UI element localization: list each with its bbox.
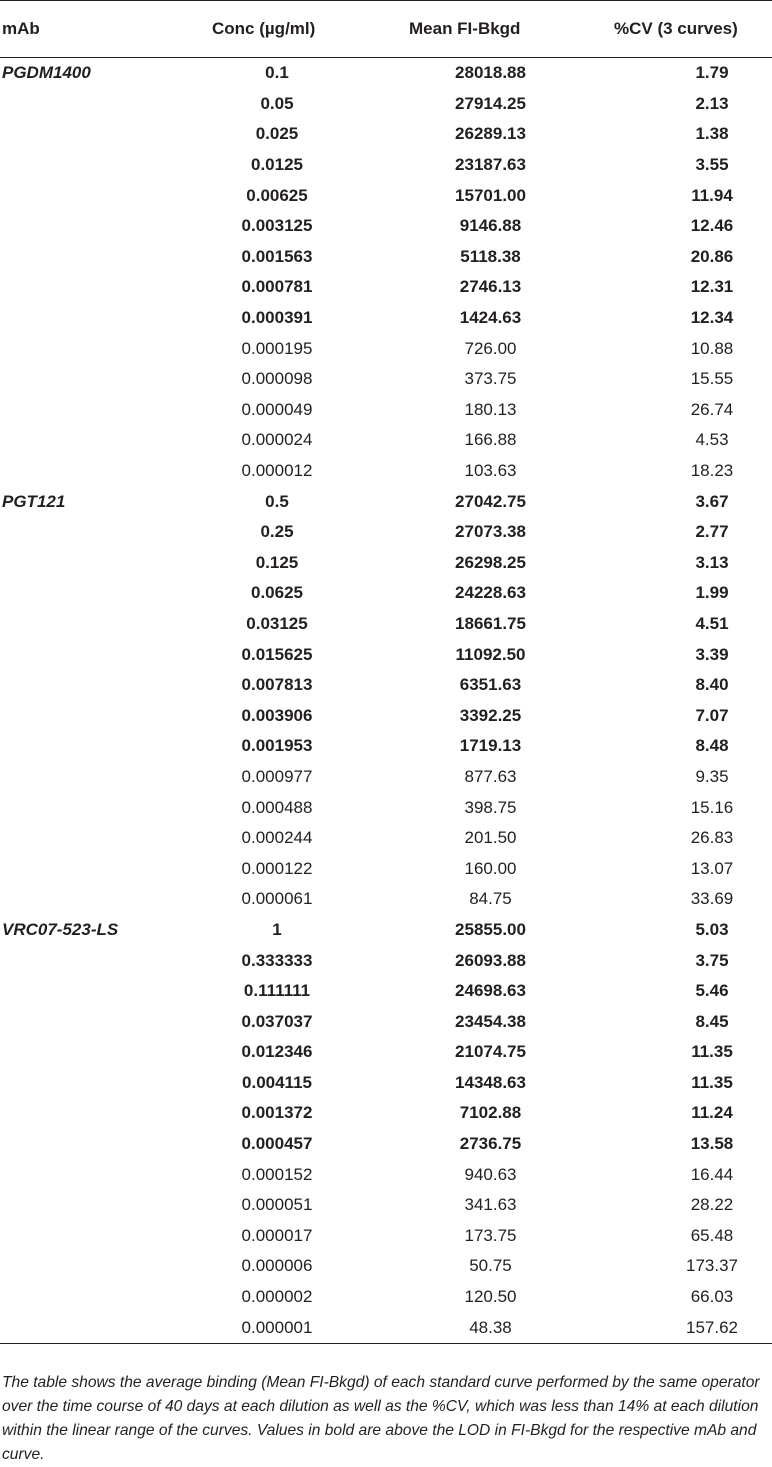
mab-cell-empty [0,150,185,181]
cv-cell: 65.48 [690,1225,734,1245]
mean-cell: 50.75 [469,1256,512,1276]
table-row [0,823,772,854]
table-row [0,89,772,120]
mean-cell: 201.50 [464,828,517,848]
mean-cell: 2746.13 [459,277,522,297]
conc-cell: 0.000024 [241,430,313,450]
conc-cell: 0.000006 [241,1256,313,1276]
mab-cell-empty [0,1190,185,1221]
mean-cell: 14348.63 [455,1072,526,1092]
mab-name: VRC07-523-LS [2,919,119,939]
mab-cell-empty [0,211,185,242]
mab-cell-empty [0,1129,185,1160]
mab-cell-empty [0,89,185,120]
mab-cell-empty [0,976,185,1007]
cv-cell: 26.83 [690,828,734,848]
cv-cell: 20.86 [690,246,734,266]
mab-cell-empty [0,425,185,456]
conc-cell: 0.000002 [241,1287,313,1307]
conc-cell: 0.333333 [241,950,313,970]
cv-cell: 11.24 [691,1103,733,1123]
mab-cell-empty [0,333,185,364]
cv-cell: 3.39 [695,644,729,664]
mean-cell: 24228.63 [455,583,526,603]
mean-cell: 726.00 [464,338,517,358]
cv-cell: 10.88 [690,338,734,358]
mean-cell: 7102.88 [459,1103,522,1123]
table-row [0,180,772,211]
table-row [0,1098,772,1129]
mab-cell-empty [0,1221,185,1252]
header-row [0,1,772,58]
mean-cell: 1719.13 [459,736,522,756]
cv-cell: 3.67 [695,491,729,511]
conc-cell: 0.05 [260,93,294,113]
mab-cell-empty [0,884,185,915]
conc-cell: 0.003906 [241,705,313,725]
conc-cell: 0.037037 [241,1011,313,1031]
conc-cell: 0.000098 [241,369,313,389]
mean-cell: 1424.63 [459,308,522,328]
mean-cell: 15701.00 [455,185,526,205]
table-row [0,1129,772,1160]
mab-cell-empty [0,578,185,609]
table-row [0,242,772,273]
mab-cell-empty [0,853,185,884]
mab-cell-empty [0,303,185,334]
conc-cell: 0.001372 [241,1103,313,1123]
conc-cell: 0.000488 [241,797,313,817]
table-row [0,762,772,793]
conc-cell: 1 [272,919,282,939]
mean-cell: 3392.25 [459,705,522,725]
mab-cell-empty [0,180,185,211]
mean-cell: 26289.13 [455,124,526,144]
cv-cell: 4.51 [695,613,729,633]
cv-cell: 13.58 [690,1134,734,1154]
mab-cell-empty [0,242,185,273]
conc-cell: 0.00625 [246,185,308,205]
cv-cell: 157.62 [596,1312,772,1343]
mean-cell: 341.63 [464,1195,517,1215]
conc-cell: 0.000244 [241,828,313,848]
cv-cell: 66.03 [690,1287,734,1307]
cv-cell: 12.46 [690,216,734,236]
mean-cell: 21074.75 [455,1042,526,1062]
mab-cell-empty [0,548,185,579]
cv-cell: 2.13 [695,93,729,113]
conc-cell: 0.000017 [241,1225,313,1245]
mean-cell: 27914.25 [455,93,526,113]
conc-cell: 0.111111 [243,981,311,1001]
conc-cell: 0.015625 [241,644,313,664]
table-row [0,976,772,1007]
table-row [0,853,772,884]
table-row [0,915,772,946]
mab-cell-empty [0,823,185,854]
cv-cell: 13.07 [690,858,734,878]
mab-cell-empty [0,1006,185,1037]
table-body [0,58,772,1344]
cv-cell: 173.37 [686,1256,738,1276]
table-row [0,670,772,701]
conc-cell: 0.25 [260,522,294,542]
mean-cell: 24698.63 [455,981,526,1001]
conc-cell: 0.125 [255,552,299,572]
table-row [0,609,772,640]
mean-cell: 5118.38 [460,246,521,266]
table-row [0,792,772,823]
table-row [0,639,772,670]
mean-cell: 120.50 [464,1287,517,1307]
cv-cell: 3.55 [695,155,729,175]
table-footnote: The table shows the average binding (Mean FI-Bkgd) of each standard curve performed by the same operator over the time course of 40 days at each dilution as well as the %CV, which was less than 14% at each dilution within the linear range of the curves. Values in bold are above the LOD in FI-Bkgd for the respective mAb and curve. [2,1374,760,1463]
conc-cell: 0.0125 [251,155,303,175]
conc-cell: 0.004115 [242,1072,312,1092]
table-row [0,1221,772,1252]
mean-cell: 166.88 [464,430,517,450]
conc-cell: 0.001953 [241,736,313,756]
cv-cell: 1.99 [695,583,729,603]
mab-cell-empty [0,762,185,793]
cv-cell: 11.35 [691,1072,733,1092]
mab-cell-empty [0,609,185,640]
mean-cell: 2736.75 [459,1134,522,1154]
header-cv: %CV (3 curves) [596,1,772,58]
conc-cell: 0.000391 [241,308,313,328]
table-row [0,731,772,762]
table-row [0,303,772,334]
table-row [0,364,772,395]
mean-cell: 26093.88 [455,950,526,970]
mean-cell: 26298.25 [455,552,526,572]
mean-cell: 25855.00 [455,919,526,939]
mab-cell-empty [0,119,185,150]
mean-cell: 48.38 [351,1312,596,1343]
conc-cell: 0.007813 [241,675,313,695]
mean-cell: 173.75 [464,1225,517,1245]
table-row [0,945,772,976]
cv-cell: 18.23 [690,461,734,481]
mean-cell: 180.13 [464,399,517,419]
mean-cell: 877.63 [464,766,517,786]
mean-cell: 9146.88 [459,216,522,236]
mab-name: PGDM1400 [2,63,91,83]
conc-cell: 0.1 [265,63,289,83]
table-row [0,1159,772,1190]
table-row [0,578,772,609]
header-mab: mAb [0,1,185,58]
table-row [0,425,772,456]
mab-cell-empty [0,639,185,670]
mab-cell-empty [0,1312,185,1343]
cv-cell: 9.35 [695,766,729,786]
cv-cell: 3.13 [695,552,729,572]
mean-cell: 23454.38 [455,1011,526,1031]
mean-cell: 160.00 [464,858,517,878]
table-row [0,272,772,303]
conc-cell: 0.012346 [241,1042,313,1062]
mab-cell-empty [0,364,185,395]
conc-cell: 0.000001 [185,1312,351,1343]
table-row [0,58,772,89]
cv-cell: 11.35 [691,1042,733,1062]
table-row [0,1190,772,1221]
mean-cell: 6351.63 [459,675,522,695]
conc-cell: 0.000195 [241,338,313,358]
cv-cell: 1.38 [695,124,729,144]
mab-cell-empty [0,945,185,976]
mean-cell: 940.63 [464,1164,517,1184]
mean-cell: 398.75 [464,797,517,817]
conc-cell: 0.03125 [246,613,308,633]
mab-cell-empty [0,1282,185,1313]
conc-cell: 0.025 [255,124,299,144]
table-row [0,395,772,426]
cv-cell: 28.22 [690,1195,734,1215]
mab-cell-empty [0,670,185,701]
cv-cell: 11.94 [691,185,733,205]
conc-cell: 0.000061 [241,889,313,909]
table-row [0,119,772,150]
table-row [0,517,772,548]
mean-cell: 28018.88 [455,63,526,83]
cv-cell: 12.31 [690,277,734,297]
mean-cell: 18661.75 [455,613,526,633]
mab-cell-empty [0,1159,185,1190]
cv-cell: 33.69 [690,889,734,909]
conc-cell: 0.000049 [241,399,313,419]
mab-cell-empty [0,1037,185,1068]
conc-cell: 0.000012 [241,461,313,481]
mean-cell: 373.75 [464,369,517,389]
cv-cell: 26.74 [690,399,734,419]
conc-cell: 0.000152 [241,1164,313,1184]
table-row [0,211,772,242]
header-mean: Mean FI-Bkgd [351,1,596,58]
cv-cell: 1.79 [695,63,729,83]
mab-cell-empty [0,517,185,548]
cv-cell: 2.77 [695,522,729,542]
cv-cell: 5.46 [695,981,729,1001]
conc-cell: 0.000122 [241,858,313,878]
conc-cell: 0.0625 [251,583,303,603]
mab-cell-empty [0,792,185,823]
cv-cell: 15.55 [690,369,734,389]
table-row [0,1312,772,1343]
mean-cell: 11092.50 [455,644,526,664]
cv-cell: 8.45 [695,1011,729,1031]
table-row [0,150,772,181]
mab-name: PGT121 [2,491,66,511]
table-row [0,1037,772,1068]
mab-cell-empty [0,700,185,731]
header-conc: Conc (µg/ml) [185,1,351,58]
cv-cell: 7.07 [695,705,729,725]
mean-cell: 27073.38 [455,522,526,542]
conc-cell: 0.000457 [241,1134,313,1154]
mean-cell: 84.75 [469,889,512,909]
mean-cell: 103.63 [464,461,517,481]
table-row [0,1282,772,1313]
table-row [0,1251,772,1282]
cv-cell: 15.16 [690,797,734,817]
conc-cell: 0.000977 [241,766,313,786]
conc-cell: 0.000781 [241,277,313,297]
table-row [0,1068,772,1099]
table-row [0,548,772,579]
mab-cell-empty [0,1251,185,1282]
conc-cell: 0.000051 [241,1195,313,1215]
conc-cell: 0.5 [265,491,289,511]
mab-cell-empty [0,731,185,762]
mab-cell-empty [0,1098,185,1129]
cv-cell: 16.44 [690,1164,734,1184]
conc-cell: 0.001563 [241,246,313,266]
table-row [0,1006,772,1037]
cv-cell: 12.34 [690,308,734,328]
cv-cell: 4.53 [695,430,729,450]
mab-cell-empty [0,1068,185,1099]
table-row [0,333,772,364]
cv-cell: 8.48 [695,736,729,756]
mab-cell-empty [0,395,185,426]
mean-cell: 23187.63 [455,155,526,175]
mean-cell: 27042.75 [455,491,526,511]
cv-cell: 3.75 [695,950,729,970]
cv-cell: 8.40 [695,675,729,695]
table-row [0,884,772,915]
table-row [0,456,772,487]
conc-cell: 0.003125 [241,216,313,236]
mab-cell-empty [0,456,185,487]
cv-cell: 5.03 [695,919,729,939]
table-row [0,486,772,517]
mab-cell-empty [0,272,185,303]
table-row [0,700,772,731]
